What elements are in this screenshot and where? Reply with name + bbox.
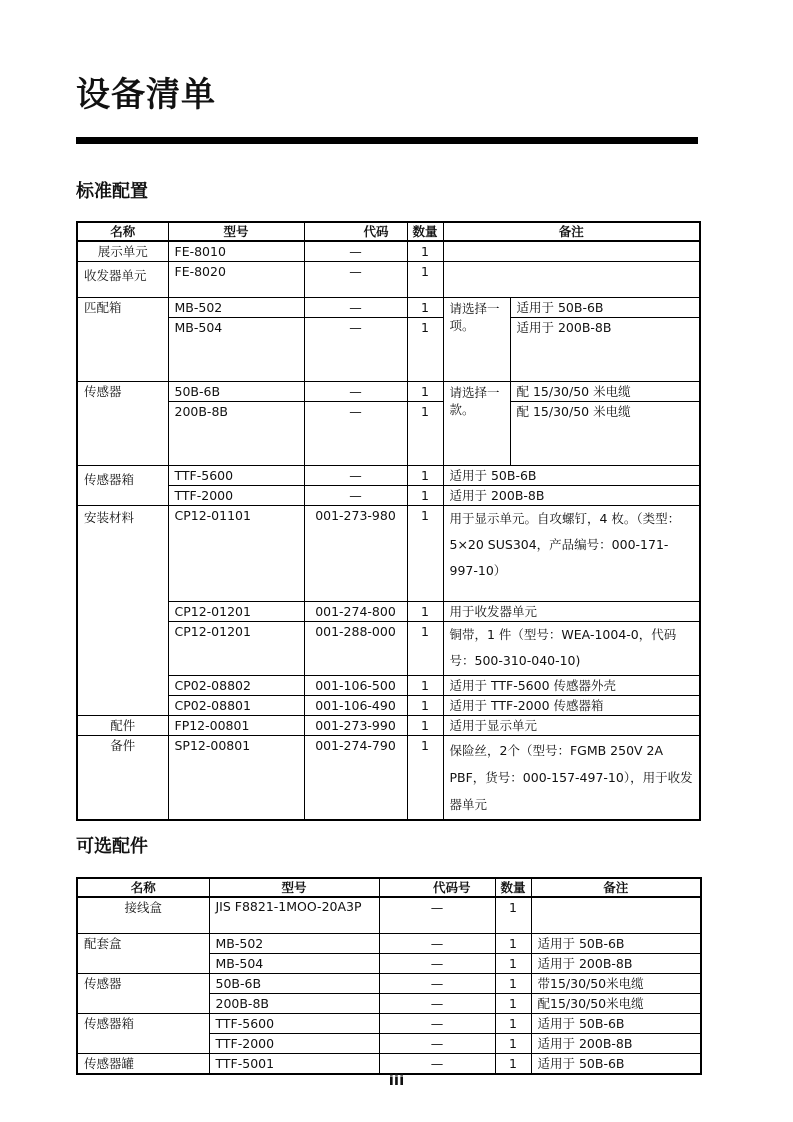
row-code: — [379, 897, 495, 933]
row-name: 备件 [77, 736, 168, 821]
row-code: 001-106-490 [304, 696, 407, 716]
row-note: 适用于 TTF-5600 传感器外壳 [443, 676, 700, 696]
row-code: — [379, 953, 495, 973]
row-model: FP12-00801 [168, 716, 304, 736]
row-model: 50B-6B [168, 382, 304, 402]
row-note: 用于收发器单元 [443, 602, 700, 622]
row-code: 001-288-000 [304, 622, 407, 676]
row-code: 001-274-800 [304, 602, 407, 622]
row-code: 001-273-980 [304, 506, 407, 602]
table-row [77, 318, 700, 382]
row-code: — [379, 1033, 495, 1053]
row-note: 配 15/30/50 米电缆 [510, 382, 700, 402]
row-model: CP12-01101 [168, 506, 304, 602]
row-qty: 1 [407, 696, 443, 716]
row-name: 配件 [77, 716, 168, 736]
row-qty: 1 [407, 676, 443, 696]
row-qty: 1 [495, 953, 531, 973]
row-model: TTF-5001 [209, 1053, 379, 1074]
row-qty: 1 [407, 622, 443, 676]
row-model: CP12-01201 [168, 602, 304, 622]
row-model: CP12-01201 [168, 622, 304, 676]
table-row [77, 933, 701, 953]
table-row [77, 382, 700, 402]
table-row [77, 466, 700, 486]
row-qty: 1 [407, 716, 443, 736]
row-name: 传感器 [77, 382, 168, 466]
table-row [77, 486, 700, 506]
row-qty: 1 [407, 262, 443, 298]
row-model: MB-502 [168, 298, 304, 318]
row-qty: 1 [495, 1033, 531, 1053]
row-code: — [379, 1053, 495, 1074]
row-note: 适用于 50B-6B [531, 933, 701, 953]
row-code: — [304, 241, 407, 262]
row-name: 安装材料 [77, 506, 168, 716]
row-model: 50B-6B [209, 973, 379, 993]
row-name: 接线盒 [77, 897, 209, 933]
table-row [77, 676, 700, 696]
row-name: 传感器箱 [77, 1013, 209, 1053]
row-qty: 1 [407, 466, 443, 486]
row-note: 配15/30/50米电缆 [531, 993, 701, 1013]
col-header-name: 名称 [77, 222, 168, 241]
row-qty: 1 [407, 506, 443, 602]
row-name: 传感器箱 [77, 466, 168, 506]
row-note: 铜带，1 件（型号：WEA-1004-0，代码号：500-310-040-10) [443, 622, 700, 676]
col-header-model: 型号 [168, 222, 304, 241]
row-qty: 1 [407, 382, 443, 402]
row-model: TTF-5600 [209, 1013, 379, 1033]
col-header-code: 代码号 [379, 878, 495, 897]
col-header-code: 代码 [304, 222, 407, 241]
row-model: FE-8020 [168, 262, 304, 298]
group-note: 请选择一项。 [443, 298, 510, 382]
table-row [77, 402, 700, 466]
row-code: — [304, 486, 407, 506]
row-model: MB-504 [168, 318, 304, 382]
row-qty: 1 [495, 897, 531, 933]
col-header-name: 名称 [77, 878, 209, 897]
title-rule [76, 137, 698, 144]
row-qty: 1 [495, 1013, 531, 1033]
row-code: 001-106-500 [304, 676, 407, 696]
row-qty: 1 [495, 993, 531, 1013]
row-qty: 1 [407, 486, 443, 506]
row-qty: 1 [407, 402, 443, 466]
table-row [77, 973, 701, 993]
table-row [77, 716, 700, 736]
standard-config-table [76, 221, 701, 821]
row-model: TTF-5600 [168, 466, 304, 486]
table-row [77, 506, 700, 602]
standard-config-heading: 标准配置 [76, 181, 148, 202]
row-code: — [379, 973, 495, 993]
row-model: CP02-08801 [168, 696, 304, 716]
group-note: 请选择一款。 [443, 382, 510, 466]
table-row [77, 241, 700, 262]
row-model: JIS F8821-1MOO-20A3P [209, 897, 379, 933]
table-row [77, 897, 701, 933]
row-name: 展示单元 [77, 241, 168, 262]
row-code: — [304, 262, 407, 298]
page-number: iii [388, 1071, 405, 1089]
row-qty: 1 [407, 736, 443, 821]
row-code: 001-273-990 [304, 716, 407, 736]
row-name: 收发器单元 [77, 262, 168, 298]
row-code: — [379, 933, 495, 953]
row-code: — [304, 466, 407, 486]
row-code: — [304, 382, 407, 402]
table-header-row [77, 222, 700, 241]
optional-accessories-heading: 可选配件 [76, 836, 148, 857]
row-qty: 1 [407, 318, 443, 382]
table-row [77, 696, 700, 716]
row-note [443, 241, 700, 262]
row-note: 适用于 200B-8B [510, 318, 700, 382]
row-note [443, 262, 700, 298]
row-note: 保险丝，2个（型号：FGMB 250V 2A PBF，货号：000-157-497-10），用于收发器单元 [443, 736, 700, 821]
row-model: 200B-8B [209, 993, 379, 1013]
row-code: — [304, 402, 407, 466]
row-qty: 1 [407, 298, 443, 318]
row-model: CP02-08802 [168, 676, 304, 696]
row-note: 适用于 TTF-2000 传感器箱 [443, 696, 700, 716]
row-model: 200B-8B [168, 402, 304, 466]
row-code: 001-274-790 [304, 736, 407, 821]
row-note: 适用于显示单元 [443, 716, 700, 736]
row-qty: 1 [495, 1053, 531, 1074]
row-note: 适用于 200B-8B [443, 486, 700, 506]
row-name: 传感器 [77, 973, 209, 1013]
table-row [77, 736, 700, 821]
row-name: 传感器罐 [77, 1053, 209, 1074]
row-note: 带15/30/50米电缆 [531, 973, 701, 993]
row-code: — [379, 1013, 495, 1033]
row-code: — [304, 318, 407, 382]
row-note: 适用于 50B-6B [443, 466, 700, 486]
row-model: MB-502 [209, 933, 379, 953]
row-model: TTF-2000 [209, 1033, 379, 1053]
table-row [77, 602, 700, 622]
col-header-note: 备注 [443, 222, 700, 241]
row-note: 配 15/30/50 米电缆 [510, 402, 700, 466]
col-header-qty: 数量 [495, 878, 531, 897]
row-qty: 1 [495, 973, 531, 993]
optional-accessories-table [76, 877, 702, 1075]
row-code: — [379, 993, 495, 1013]
page-title: 设备清单 [76, 75, 216, 115]
table-row [77, 262, 700, 298]
row-note: 适用于 50B-6B [531, 1053, 701, 1074]
row-name: 配套盒 [77, 933, 209, 973]
row-model: TTF-2000 [168, 486, 304, 506]
row-qty: 1 [407, 241, 443, 262]
table-header-row [77, 878, 701, 897]
row-note: 适用于 50B-6B [510, 298, 700, 318]
col-header-model: 型号 [209, 878, 379, 897]
row-model: FE-8010 [168, 241, 304, 262]
table-row [77, 1013, 701, 1033]
row-note: 适用于 200B-8B [531, 953, 701, 973]
col-header-qty: 数量 [407, 222, 443, 241]
row-note: 适用于 50B-6B [531, 1013, 701, 1033]
row-qty: 1 [495, 933, 531, 953]
row-qty: 1 [407, 602, 443, 622]
table-row [77, 298, 700, 318]
row-model: SP12-00801 [168, 736, 304, 821]
row-code: — [304, 298, 407, 318]
row-note: 用于显示单元。自攻螺钉，4 枚。（类型：5×20 SUS304，产品编号：000-171-997-10） [443, 506, 700, 602]
row-note [531, 897, 701, 933]
row-note: 适用于 200B-8B [531, 1033, 701, 1053]
table-row [77, 622, 700, 676]
row-model: MB-504 [209, 953, 379, 973]
col-header-note: 备注 [531, 878, 701, 897]
row-name: 匹配箱 [77, 298, 168, 382]
